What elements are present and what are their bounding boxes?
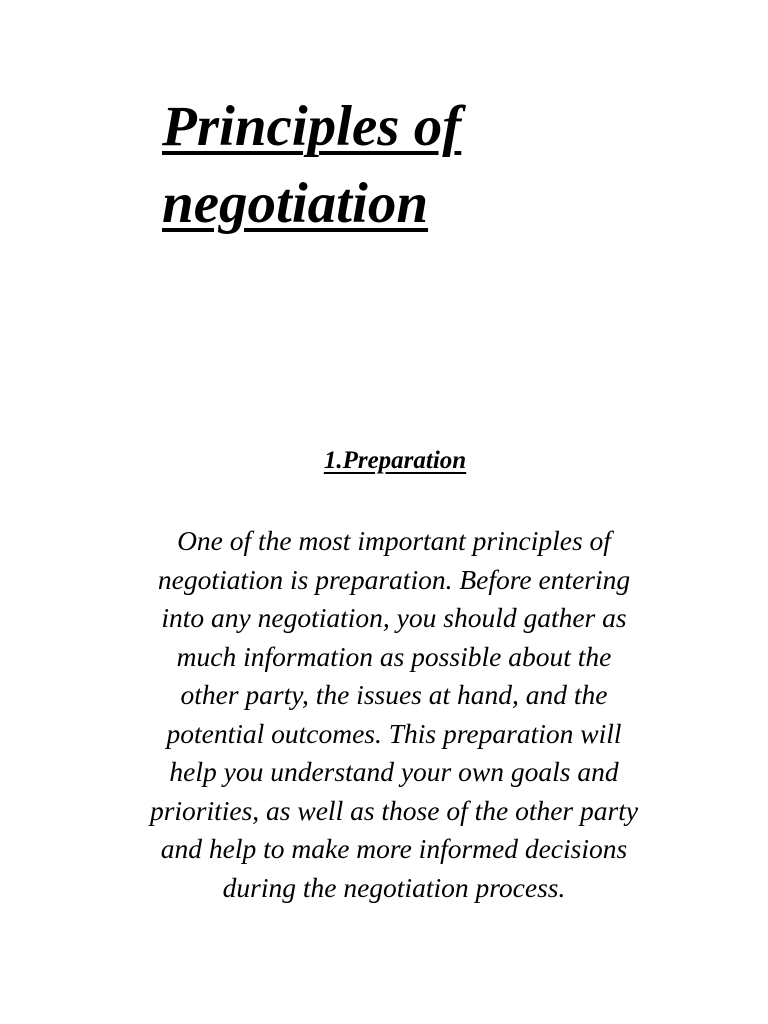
body-line: during the negotiation process. (222, 871, 566, 903)
body-line: One of the most important principles of (177, 525, 611, 556)
body-line: and help to make more informed decisions (160, 833, 628, 864)
title-line: Principles of (162, 95, 462, 158)
body-line: into any negotiation, you should gather as (161, 602, 627, 633)
page-title (162, 88, 682, 242)
body-line: priorities, as well as those of the other party (149, 794, 639, 826)
body-line: other party, the issues at hand, and the (180, 679, 608, 710)
body-line: help you understand your own goals and (169, 756, 619, 787)
title-line: negotiation (162, 172, 429, 235)
section-heading: 1.Preparation (323, 447, 467, 474)
body-line: potential outcomes. This preparation will (166, 717, 622, 749)
body-line: negotiation is preparation. Before entering (157, 563, 631, 595)
section-body (104, 522, 684, 907)
body-line: much information as possible about the (176, 640, 612, 672)
